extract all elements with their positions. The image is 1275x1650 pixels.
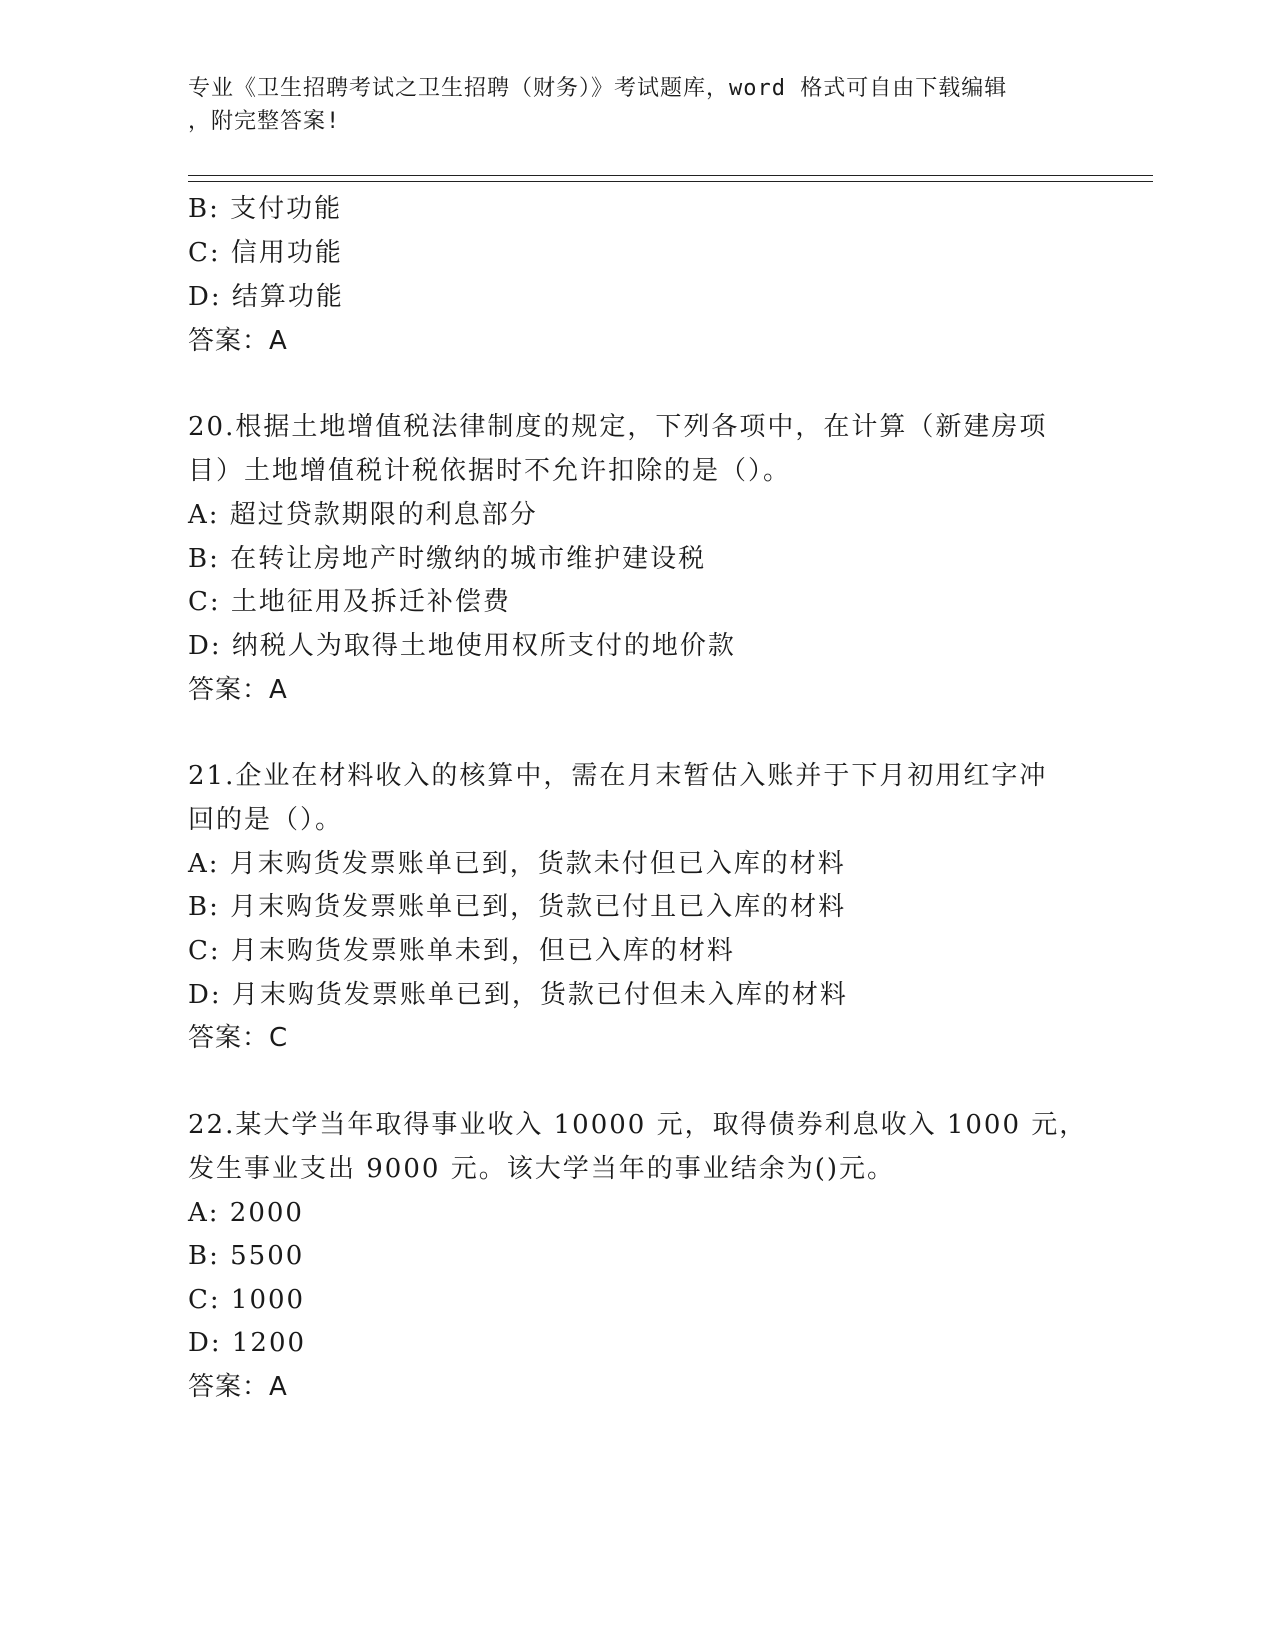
question-stem: 回的是（）。 (188, 805, 344, 835)
option-c: C: 月末购货发票账单未到，但已入库的材料 (188, 936, 735, 966)
question-stem: 发生事业支出 9000 元。该大学当年的事业结余为()元。 (188, 1154, 895, 1184)
answer: 答案：C (188, 1023, 289, 1053)
option-d: D: 结算功能 (188, 282, 344, 312)
option-d: D: 纳税人为取得土地使用权所支付的地价款 (188, 631, 736, 661)
option-a: A: 2000 (188, 1198, 304, 1228)
header-line-1: 专业《卫生招聘考试之卫生招聘（财务）》考试题库，word 格式可自由下载编辑 (188, 76, 1008, 101)
question-stem: 目）土地增值税计税依据时不允许扣除的是（）。 (188, 456, 792, 486)
header-line-2: ，附完整答案! (188, 109, 341, 134)
question-stem: 20.根据土地增值税法律制度的规定，下列各项中，在计算（新建房项 (188, 412, 1048, 442)
option-b: B: 5500 (188, 1241, 305, 1271)
option-b: B: 在转让房地产时缴纳的城市维护建设税 (188, 544, 707, 574)
option-c: C: 1000 (188, 1285, 306, 1315)
option-c: C: 信用功能 (188, 238, 343, 268)
answer: 答案：A (188, 675, 288, 705)
answer: 答案：A (188, 1372, 288, 1402)
answer: 答案：A (188, 326, 288, 356)
option-d: D: 月末购货发票账单已到，货款已付但未入库的材料 (188, 980, 848, 1010)
option-d: D: 1200 (188, 1328, 307, 1358)
page-header (188, 72, 1088, 138)
option-b: B: 支付功能 (188, 194, 343, 224)
header-divider-top (188, 175, 1153, 176)
header-divider-bottom (188, 181, 1153, 182)
option-c: C: 土地征用及拆迁补偿费 (188, 587, 511, 617)
option-b: B: 月末购货发票账单已到，货款已付且已入库的材料 (188, 892, 847, 922)
question-stem: 21.企业在材料收入的核算中，需在月末暂估入账并于下月初用红字冲 (188, 761, 1048, 791)
option-a: A: 超过贷款期限的利息部分 (188, 500, 538, 530)
option-a: A: 月末购货发票账单已到，货款未付但已入库的材料 (188, 849, 846, 879)
question-stem: 22.某大学当年取得事业收入 10000 元，取得债券利息收入 1000 元， (188, 1110, 1088, 1140)
